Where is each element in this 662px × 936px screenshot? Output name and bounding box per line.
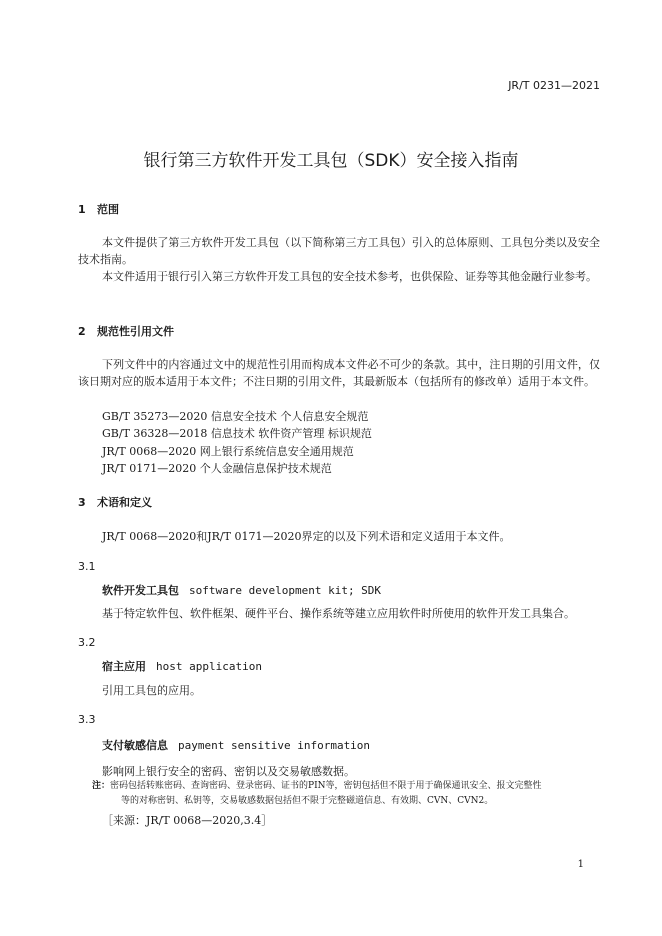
section-number: 2	[78, 325, 86, 338]
page-number: 1	[577, 859, 584, 870]
reference-item: GB/T 36328—2018 信息技术 软件资产管理 标识规范	[102, 427, 372, 440]
reference-item: JR/T 0171—2020 个人金融信息保护技术规范	[102, 462, 332, 475]
section-number: 3	[78, 496, 86, 509]
note-label: 注：	[92, 781, 111, 791]
section-title: 规范性引用文件	[97, 325, 174, 338]
term-name-zh: 宿主应用	[102, 660, 146, 673]
note-text: 密码包括转账密码、查询密码、登录密码、证书的PIN等，密钥包括但不限于用于确保通讯安全、报文完整性	[110, 781, 542, 791]
term-source: ［来源：JR/T 0068—2020,3.4］	[102, 814, 273, 827]
section-1-heading	[78, 201, 119, 217]
term-name-en: software development kit; SDK	[189, 584, 382, 597]
section-2-paragraph: 下列文件中的内容通过文中的规范性引用而构成本文件必不可少的条款。其中，注日期的引用文件，仅该日期对应的版本适用于本文件；不注日期的引用文件，其最新版本（包括所有的修改单）适用于本文件。	[78, 358, 600, 388]
section-3-paragraph: JR/T 0068—2020和JR/T 0171—2020界定的以及下列术语和定义适用于本文件。	[102, 530, 511, 543]
term-heading	[102, 582, 381, 598]
section-3-heading	[78, 494, 152, 510]
term-number: 3.2	[78, 636, 96, 649]
term-heading	[102, 737, 370, 753]
term-definition: 影响网上银行安全的密码、密钥以及交易敏感数据。	[102, 765, 355, 778]
term-heading	[102, 658, 262, 674]
term-name-zh: 软件开发工具包	[102, 584, 179, 597]
document-title: 银行第三方软件开发工具包（SDK）安全接入指南	[143, 151, 519, 171]
term-name-en: host application	[156, 660, 262, 673]
term-definition: 基于特定软件包、软件框架、硬件平台、操作系统等建立应用软件时所使用的软件开发工具集合。	[102, 607, 575, 620]
standard-code: JR/T 0231—2021	[508, 79, 600, 92]
section-2-heading	[78, 323, 174, 339]
note-text: 等的对称密钥、私钥等，交易敏感数据包括但不限于完整磁道信息、有效期、CVN、CVN2。	[121, 796, 494, 806]
reference-item: JR/T 0068—2020 网上银行系统信息安全通用规范	[102, 445, 354, 458]
reference-item: GB/T 35273—2020 信息安全技术 个人信息安全规范	[102, 410, 369, 423]
section-title: 范围	[97, 203, 119, 216]
term-number: 3.3	[78, 713, 96, 726]
section-title: 术语和定义	[97, 496, 152, 509]
term-name-en: payment sensitive information	[178, 739, 371, 752]
note	[92, 779, 602, 809]
section-number: 1	[78, 203, 86, 216]
section-1-paragraph-2: 本文件适用于银行引入第三方软件开发工具包的安全技术参考，也供保险、证券等其他金融行业参考。	[102, 270, 597, 283]
term-name-zh: 支付敏感信息	[102, 739, 168, 752]
term-number: 3.1	[78, 560, 96, 573]
section-1-paragraph-1: 本文件提供了第三方软件开发工具包（以下简称第三方工具包）引入的总体原则、工具包分类以及安全技术指南。	[78, 236, 600, 266]
term-definition: 引用工具包的应用。	[102, 684, 201, 697]
